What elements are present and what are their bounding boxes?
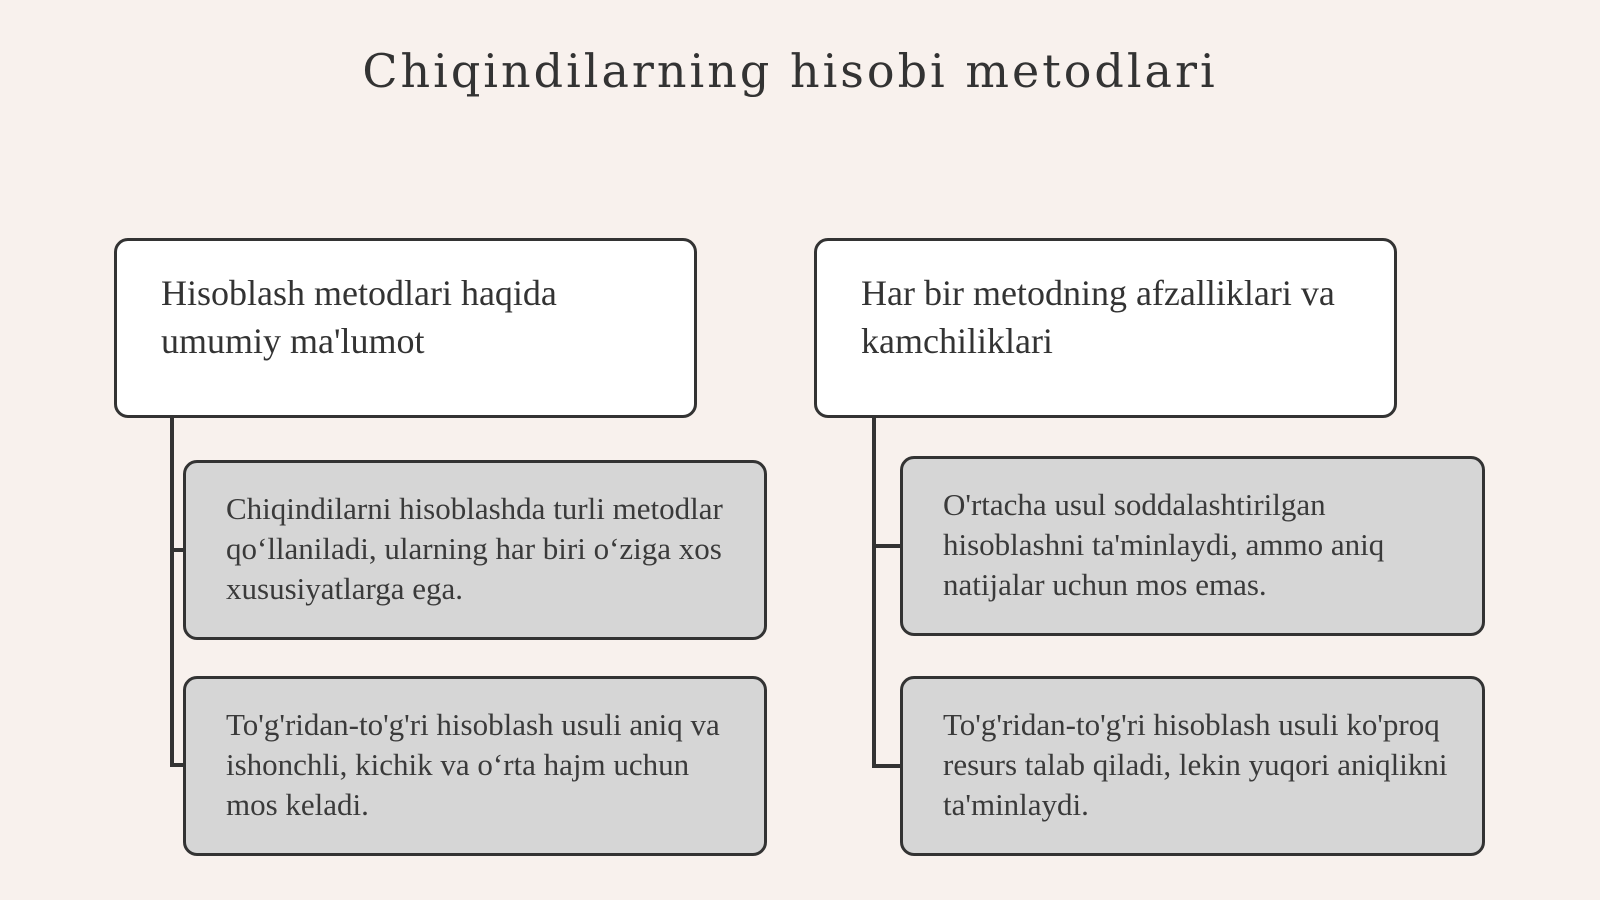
item-text: To'g'ridan-to'g'ri hisoblash usuli ko'proq resurs talab qiladi, lekin yuqori aniqlikni ta'minlaydi. xyxy=(943,707,1448,822)
item-box-direct-method xyxy=(183,676,767,856)
header-text: Har bir metodning afzalliklari va kamchiliklari xyxy=(861,273,1335,361)
connector-left-vertical xyxy=(170,416,174,766)
connector-right-vertical xyxy=(872,416,876,768)
header-box-general-info xyxy=(114,238,697,418)
item-box-direct-method-resources xyxy=(900,676,1485,856)
item-box-average-method xyxy=(900,456,1485,636)
item-text: O'rtacha usul soddalashtirilgan hisoblashni ta'minlaydi, ammo aniq natijalar uchun mos emas. xyxy=(943,487,1385,602)
item-text: Chiqindilarni hisoblashda turli metodlar qo‘llaniladi, ularning har biri o‘ziga xos xususiyatlarga ega. xyxy=(226,491,723,606)
header-box-pros-cons xyxy=(814,238,1397,418)
item-box-methods-overview xyxy=(183,460,767,640)
header-text: Hisoblash metodlari haqida umumiy ma'lumot xyxy=(161,273,557,361)
page-title: Chiqindilarning hisobi metodlari xyxy=(362,44,1218,98)
item-text: To'g'ridan-to'g'ri hisoblash usuli aniq va ishonchli, kichik va o‘rta hajm uchun mos keladi. xyxy=(226,707,720,822)
